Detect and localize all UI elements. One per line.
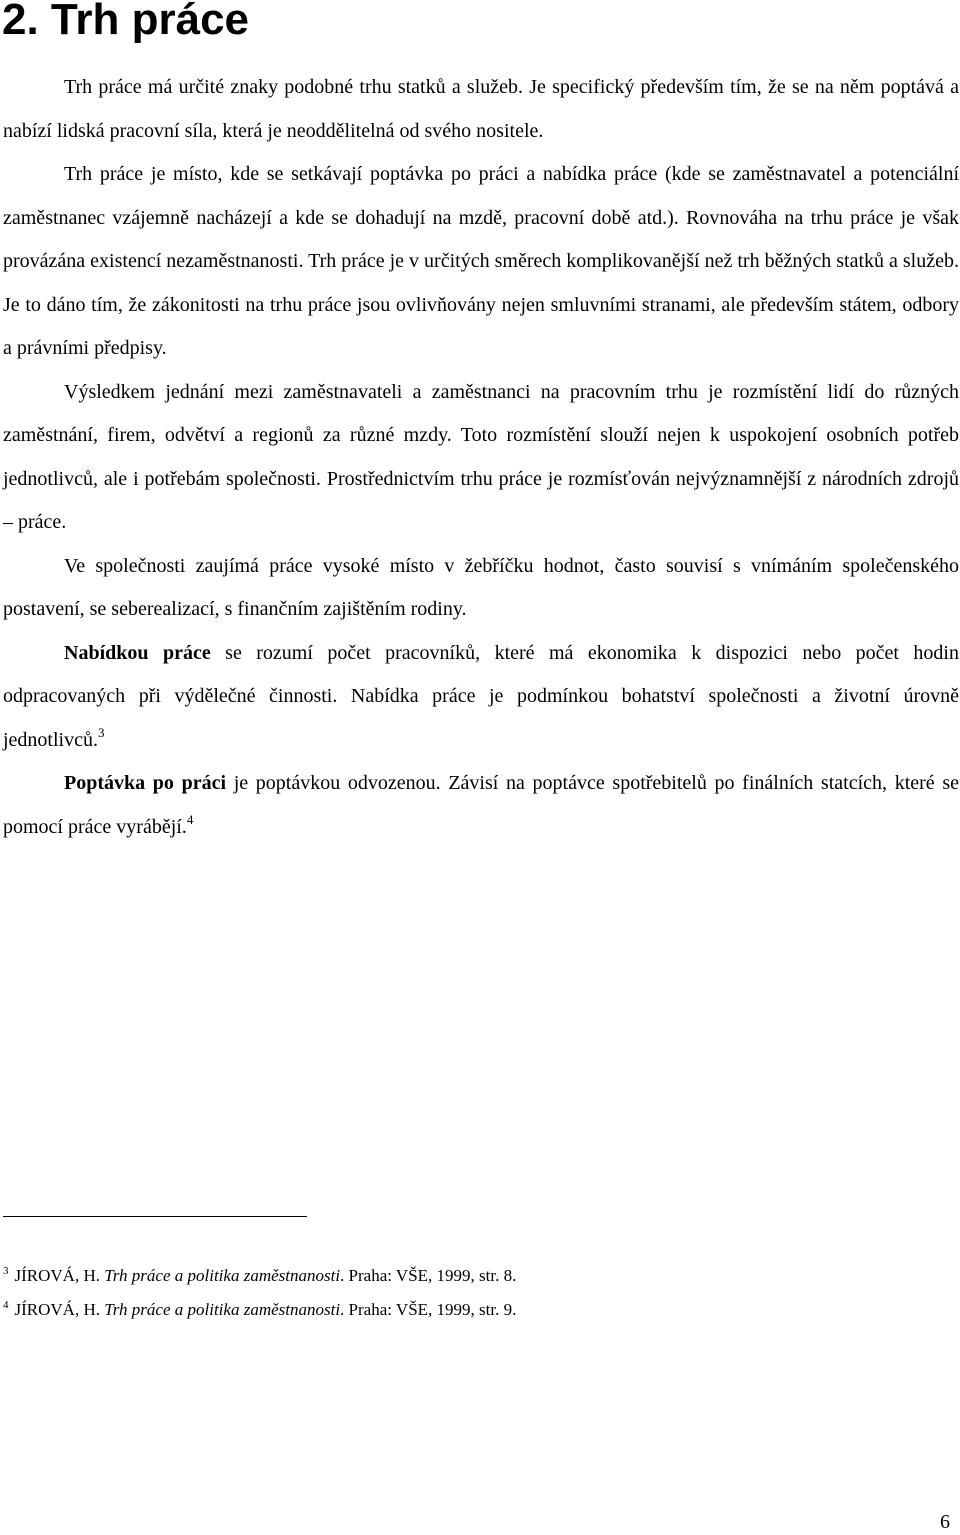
- footnote-rest: . Praha: VŠE, 1999, str. 9.: [340, 1300, 517, 1319]
- footnote: [3, 1259, 953, 1293]
- chapter-heading: 2. Trh práce: [2, 0, 250, 44]
- footnote-author: JÍROVÁ, H.: [14, 1266, 105, 1285]
- footnote-title: Trh práce a politika zaměstnanosti: [104, 1300, 341, 1319]
- footnote: [3, 1293, 953, 1327]
- paragraph: [3, 153, 959, 371]
- paragraph-text: Trh práce má určité znaky podobné trhu statků a služeb. Je specifický především tím, že se na něm poptává a nabízí lidská pracovní síla, která je neoddělitelná od svého nositele.: [3, 76, 959, 142]
- footnote-number: 4: [3, 1299, 9, 1311]
- term-bold: Poptávka po práci: [64, 772, 227, 794]
- footnote-rest: . Praha: VŠE, 1999, str. 8.: [340, 1266, 517, 1285]
- paragraph-text: Ve společnosti zaujímá práce vysoké místo v žebříčku hodnot, často souvisí s vnímáním společenského postavení, se seberealizací, s finančním zajištěním rodiny.: [3, 554, 959, 620]
- footnote-separator: [3, 1216, 307, 1217]
- footnote-ref: 3: [97, 724, 105, 740]
- footnotes: [3, 1259, 953, 1327]
- body-text: [3, 66, 959, 849]
- footnote-title: Trh práce a politika zaměstnanosti: [104, 1266, 341, 1285]
- page-number: 6: [940, 1511, 950, 1533]
- paragraph: [3, 632, 959, 763]
- footnote-ref: 4: [186, 811, 194, 827]
- paragraph: [3, 66, 959, 153]
- paragraph-text: je poptávkou odvozenou. Závisí na poptávce spotřebitelů po finálních statcích, které se pomocí práce vyrábějí.: [3, 772, 959, 838]
- paragraph-text: Výsledkem jednání mezi zaměstnavateli a zaměstnanci na pracovním trhu je rozmístění lidí do různých zaměstnání, firem, odvětví a regionů za různé mzdy. Toto rozmístění slouží nejen k uspokojení osobních potřeb jednotlivců, ale i potřebám společnosti. Prostřednictvím trhu práce je rozmísťován nejvýznamnější z národních zdrojů – práce.: [3, 380, 959, 533]
- paragraph: [3, 371, 959, 545]
- paragraph: [3, 545, 959, 632]
- footnote-number: 3: [3, 1265, 9, 1277]
- term-bold: Nabídkou práce: [64, 641, 211, 664]
- paragraph: [3, 762, 959, 849]
- paragraph-text: Trh práce je místo, kde se setkávají poptávka po práci a nabídka práce (kde se zaměstnavatel a potenciální zaměstnanec vzájemně nacházejí a kde se dohadují na mzdě, pracovní době atd.). Rovnováha na trhu práce je však provázána existencí nezaměstnanosti. Trh práce je v určitých směrech komplikovanější než trh běžných statků a služeb. Je to dáno tím, že zákonitosti na trhu práce jsou ovlivňovány nejen smluvními stranami, ale především státem, odbory a právními předpisy.: [3, 163, 959, 359]
- paragraph-text: se rozumí počet pracovníků, které má ekonomika k dispozici nebo počet hodin odpracovaných při výdělečné činnosti. Nabídka práce je podmínkou bohatství společnosti a životní úrovně jednotlivců.: [3, 641, 959, 751]
- footnote-author: JÍROVÁ, H.: [14, 1300, 105, 1319]
